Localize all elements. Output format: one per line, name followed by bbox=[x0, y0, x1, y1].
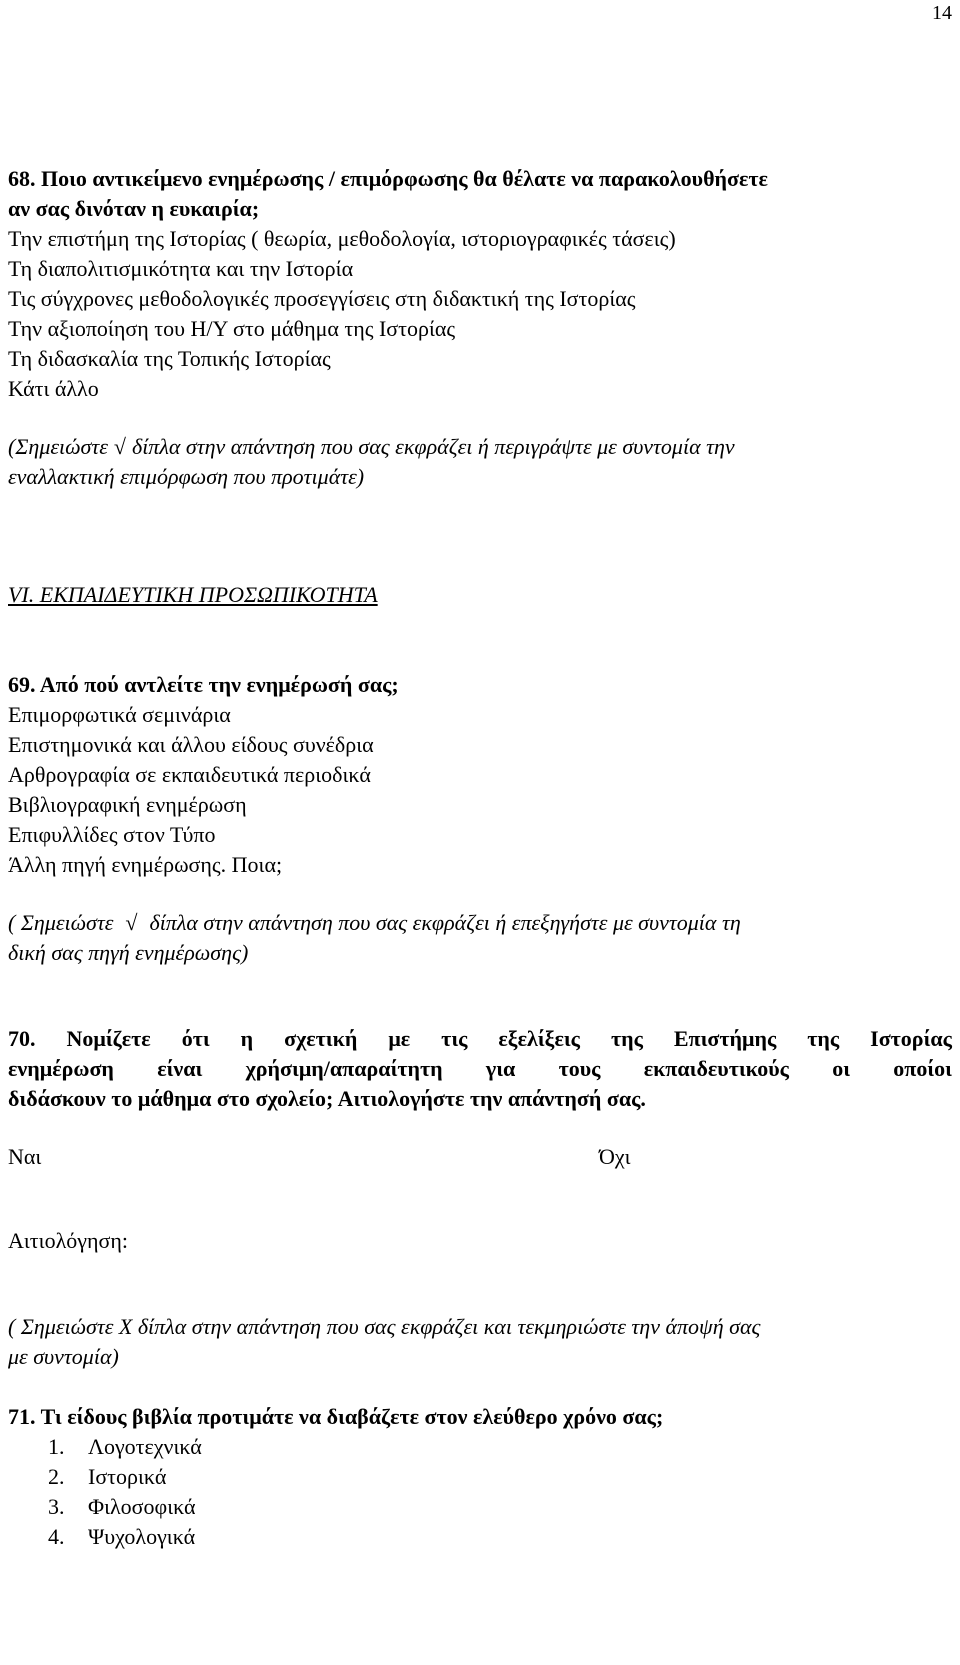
q68-title-line1: 68. Ποιο αντικείμενο ενημέρωσης / επιμόρφωσης θα θέλατε να παρακολουθήσετε bbox=[8, 166, 768, 191]
q70-word: Νομίζετε bbox=[66, 1026, 151, 1051]
q69-option: Επιμορφωτικά σεμινάρια bbox=[8, 702, 231, 727]
q70-word: με bbox=[388, 1026, 411, 1051]
checkmark-icon: √ bbox=[125, 910, 138, 935]
q68-option: Τη διαπολιτισμικότητα και την Ιστορία bbox=[8, 256, 354, 281]
list-item-label: Ψυχολογικά bbox=[88, 1524, 196, 1549]
q68-option: Κάτι άλλο bbox=[8, 376, 99, 401]
list-item-number: 1. bbox=[48, 1434, 65, 1459]
list-item bbox=[48, 1432, 202, 1462]
list-item-label: Ιστορικά bbox=[88, 1464, 167, 1489]
q70-word: σχετική bbox=[284, 1026, 358, 1051]
q69-option: Αρθρογραφία σε εκπαιδευτικά περιοδικά bbox=[8, 762, 371, 787]
q70-word: Επιστήμης bbox=[673, 1026, 777, 1051]
q68-option: Τις σύγχρονες μεθοδολογικές προσεγγίσεις στη διδακτική της Ιστορίας bbox=[8, 286, 636, 311]
q70-justification-label: Αιτιολόγηση: bbox=[8, 1228, 128, 1253]
q69-note-rest: δίπλα στην απάντηση που σας εκφράζει ή επεξηγήστε με συντομία τη bbox=[149, 910, 741, 935]
q70-word: της bbox=[610, 1026, 643, 1051]
q70-word: τις bbox=[441, 1026, 468, 1051]
q69-note-line2: δική σας πηγή ενημέρωσης) bbox=[8, 940, 249, 965]
q70-word: της bbox=[807, 1026, 840, 1051]
q70-note-line1: ( Σημειώστε Χ δίπλα στην απάντηση που σας εκφράζει και τεκμηριώστε την άποψή σας bbox=[8, 1314, 761, 1339]
q68-note-prefix: (Σημειώστε bbox=[8, 434, 108, 459]
checkmark-icon: √ bbox=[113, 434, 126, 459]
section-heading: VI. ΕΚΠΑΙΔΕΥΤΙΚΗ ΠΡΟΣΩΠΙΚΟΤΗΤΑ bbox=[8, 582, 378, 607]
q70-word: οι bbox=[832, 1056, 851, 1081]
q70-word: οποίοι bbox=[893, 1056, 952, 1081]
list-item-number: 3. bbox=[48, 1494, 65, 1519]
list-item-label: Φιλοσοφικά bbox=[88, 1494, 196, 1519]
list-item-number: 4. bbox=[48, 1524, 65, 1549]
q70-word: 70. bbox=[8, 1026, 36, 1051]
q70-word: η bbox=[240, 1026, 254, 1051]
q68-note-rest: δίπλα στην απάντηση που σας εκφράζει ή περιγράψτε με συντομία την bbox=[131, 434, 735, 459]
list-item bbox=[48, 1492, 196, 1522]
q69-note-prefix: ( Σημειώστε bbox=[8, 910, 114, 935]
q70-word: εκπαιδευτικούς bbox=[643, 1056, 789, 1081]
q70-yes-option: Ναι bbox=[8, 1144, 42, 1169]
q70-word: για bbox=[485, 1056, 516, 1081]
q70-note-line2: με συντομία) bbox=[8, 1344, 119, 1369]
q69-note-line1 bbox=[8, 908, 741, 938]
q68-note-line1 bbox=[8, 432, 735, 462]
q68-option: Την αξιοποίηση του Η/Υ στο μάθημα της Ιστορίας bbox=[8, 316, 456, 341]
q68-note-line2: εναλλακτική επιμόρφωση που προτιμάτε) bbox=[8, 464, 365, 489]
q69-option: Βιβλιογραφική ενημέρωση bbox=[8, 792, 247, 817]
q70-title-line3: διδάσκουν το μάθημα στο σχολείο; Αιτιολογήστε την απάντησή σας. bbox=[8, 1086, 646, 1111]
list-item bbox=[48, 1462, 166, 1492]
q70-no-option: Όχι bbox=[599, 1144, 631, 1169]
list-item-label: Λογοτεχνικά bbox=[88, 1434, 202, 1459]
q68-title-line2: αν σας δινόταν η ευκαιρία; bbox=[8, 196, 260, 221]
list-item-number: 2. bbox=[48, 1464, 65, 1489]
q68-option: Τη διδασκαλία της Τοπικής Ιστορίας bbox=[8, 346, 331, 371]
q70-word: ενημέρωση bbox=[8, 1056, 114, 1081]
q70-word: Ιστορίας bbox=[870, 1026, 952, 1051]
q70-word: χρήσιμη/απαραίτητη bbox=[245, 1056, 443, 1081]
q68-option: Την επιστήμη της Ιστορίας ( θεωρία, μεθοδολογία, ιστοριογραφικές τάσεις) bbox=[8, 226, 676, 251]
q70-word: είναι bbox=[157, 1056, 203, 1081]
page-number: 14 bbox=[932, 2, 952, 24]
q71-title: 71. Τι είδους βιβλία προτιμάτε να διαβάζετε στον ελεύθερο χρόνο σας; bbox=[8, 1404, 664, 1429]
q69-option: Άλλη πηγή ενημέρωσης. Ποια; bbox=[8, 852, 283, 877]
q70-word: τους bbox=[558, 1056, 601, 1081]
q70-word: ότι bbox=[181, 1026, 210, 1051]
q69-option: Επιφυλλίδες στον Τύπο bbox=[8, 822, 216, 847]
q70-word: εξελίξεις bbox=[498, 1026, 580, 1051]
q69-option: Επιστημονικά και άλλου είδους συνέδρια bbox=[8, 732, 374, 757]
q70-title-line1 bbox=[8, 1024, 952, 1054]
list-item bbox=[48, 1522, 195, 1552]
q70-title-line2 bbox=[8, 1054, 952, 1084]
q69-title: 69. Από πού αντλείτε την ενημέρωσή σας; bbox=[8, 672, 399, 697]
